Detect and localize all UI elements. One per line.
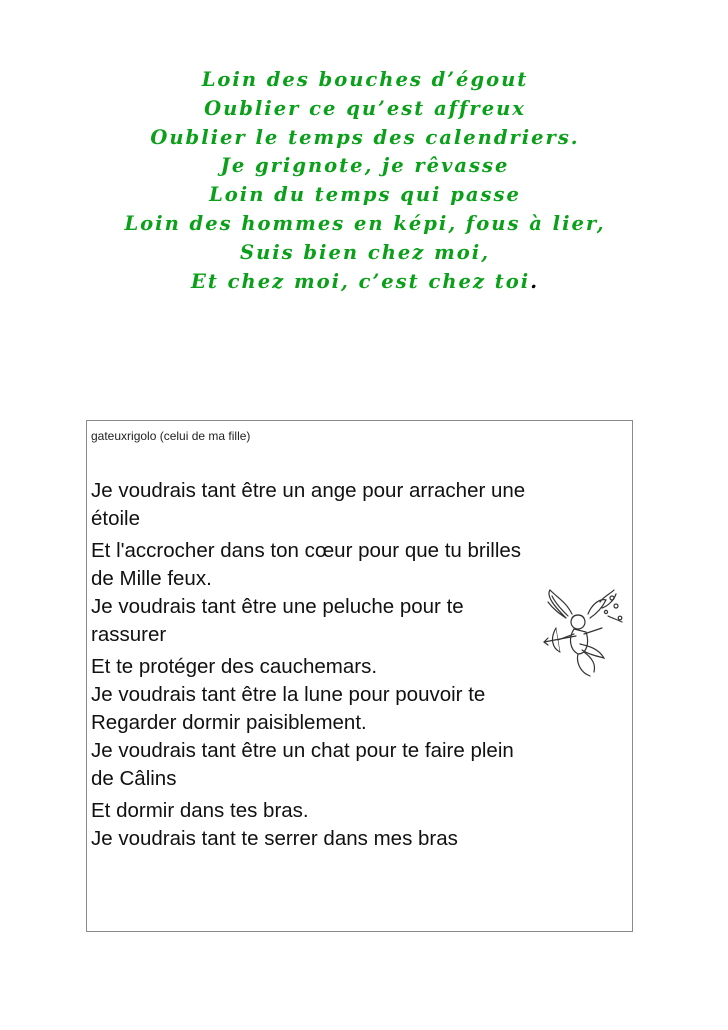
text-line: Je voudrais tant être un chat pour te faire plein <box>91 739 514 762</box>
text-line: de Câlins <box>91 767 177 790</box>
text-line: étoile <box>91 507 141 530</box>
text-line: Regarder dormir paisiblement. <box>91 711 367 734</box>
poem-final-period: . <box>530 269 539 293</box>
text-line: Je voudrais tant être la lune pour pouvoir te <box>91 683 486 706</box>
text-line: Je voudrais tant être une peluche pour te <box>91 595 464 618</box>
poem-line: Suis bien chez moi, <box>239 240 490 264</box>
poem <box>60 66 670 296</box>
text-line: Et te protéger des cauchemars. <box>91 655 378 678</box>
text-line: de Mille feux. <box>91 567 212 590</box>
box-caption: gateuxrigolo (celui de ma fille) <box>91 429 251 443</box>
text-line: Et dormir dans tes bras. <box>91 799 309 822</box>
poem-line: Loin du temps qui passe <box>209 183 521 207</box>
text-line: Je voudrais tant être un ange pour arracher une <box>91 479 526 502</box>
poem-line: Je grignote, je rêvasse <box>220 154 510 178</box>
text-line: Et l'accrocher dans ton cœur pour que tu brilles <box>91 539 522 562</box>
text-line: Je voudrais tant te serrer dans mes bras <box>91 827 458 850</box>
poem-line: Oublier le temps des calendriers. <box>150 125 580 149</box>
cupid-icon <box>536 588 626 680</box>
poem-line: Loin des bouches d’égout <box>201 68 529 91</box>
poem-line: Oublier ce qu’est affreux <box>204 96 526 120</box>
poem-line: Et chez moi, c’est chez toi <box>191 269 531 293</box>
text-line: rassurer <box>91 623 167 646</box>
poem-last-line <box>60 268 670 297</box>
poem-line: Loin des hommes en képi, fous à lier, <box>124 211 606 235</box>
